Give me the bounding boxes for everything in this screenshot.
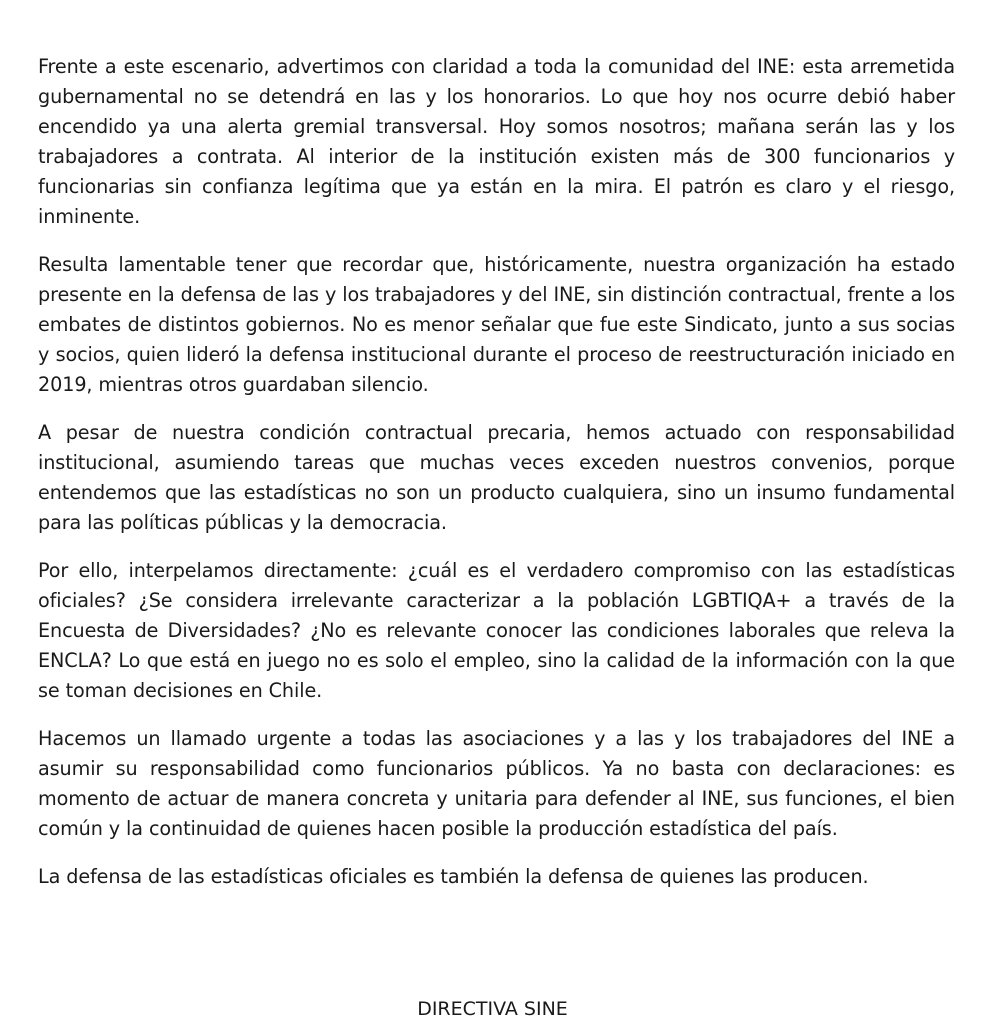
document-body xyxy=(38,52,955,910)
paragraph-4: Por ello, interpelamos directamente: ¿cuál es el verdadero compromiso con las estadísticas oficiales? ¿Se considera irrelevante caracterizar a la población LGBTIQA+ a través de la Encuesta de Diversidades? ¿No es relevante conocer las condiciones laborales que releva la ENCLA? Lo que está en juego no es solo el empleo, sino la calidad de la información con la que se toman decisiones en Chile. xyxy=(38,559,955,702)
signature: DIRECTIVA SINE xyxy=(417,998,568,1020)
paragraph-3: A pesar de nuestra condición contractual precaria, hemos actuado con responsabilidad institucional, asumiendo tareas que muchas veces exceden nuestros convenios, porque entendemos que las estadísticas no son un producto cualquiera, sino un insumo fundamental para las políticas públicas y la democracia. xyxy=(38,421,955,534)
paragraph-5: Hacemos un llamado urgente a todas las asociaciones y a las y los trabajadores del INE a asumir su responsabilidad como funcionarios públicos. Ya no basta con declaraciones: es momento de actuar de manera concreta y unitaria para defender al INE, sus funciones, el bien común y la continuidad de quienes hacen posible la producción estadística del país. xyxy=(38,727,955,840)
paragraph-2: Resulta lamentable tener que recordar que, históricamente, nuestra organización ha estado presente en la defensa de las y los trabajadores y del INE, sin distinción contractual, frente a los embates de distintos gobiernos. No es menor señalar que fue este Sindicato, junto a sus socias y socios, quien lideró la defensa institucional durante el proceso de reestructuración iniciado en 2019, mientras otros guardaban silencio. xyxy=(38,253,955,396)
paragraph-1: Frente a este escenario, advertimos con claridad a toda la comunidad del INE: esta arremetida gubernamental no se detendrá en las y los honorarios. Lo que hoy nos ocurre debió haber encendido ya una alerta gremial transversal. Hoy somos nosotros; mañana serán las y los trabajadores a contrata. Al interior de la institución existen más de 300 funcionarios y funcionarias sin confianza legítima que ya están en la mira. El patrón es claro y el riesgo, inminente. xyxy=(38,55,955,228)
paragraph-6: La defensa de las estadísticas oficiales es también la defensa de quienes las producen. xyxy=(38,865,869,888)
